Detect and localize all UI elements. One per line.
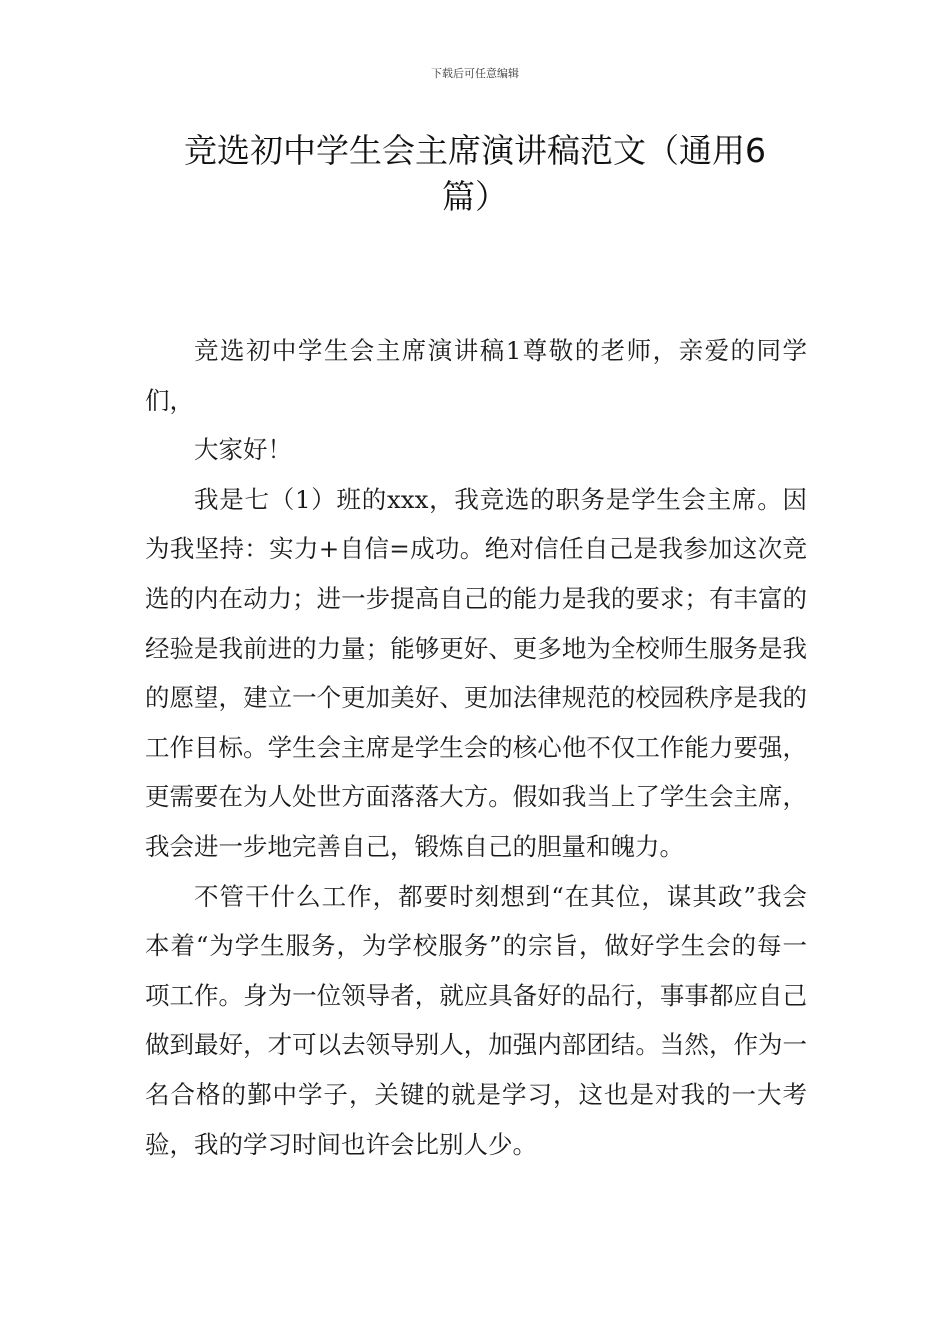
title-line-1: 竞选初中学生会主席演讲稿范文（通用6 — [184, 131, 766, 170]
paragraph-introduction: 我是七（1）班的xxx，我竞选的职务是学生会主席。因为我坚持：实力+自信=成功。绝对信任自己是我参加这次竞选的内在动力；进一步提高自己的能力是我的要求；有丰富的经验是我前进的力量；能够更好、更多地为全校师生服务是我的愿望，建立一个更加美好、更加法律规范的校园秩序是我的工作目标。学生会主席是学生会的核心他不仅工作能力要强，更需要在为人处世方面落落大方。假如我当上了学生会主席，我会进一步地完善自己，锻炼自己的胆量和魄力。 — [145, 484, 807, 861]
paragraph-greeting: 竞选初中学生会主席演讲稿1尊敬的老师，亲爱的同学们， — [145, 336, 807, 415]
title-line-2: 篇） — [442, 177, 508, 216]
paragraph-hello: 大家好！ — [194, 435, 292, 465]
document-body — [145, 326, 807, 1169]
paragraph-commitment: 不管干什么工作，都要时刻想到“在其位，谋其政”我会本着“为学生服务，为学校服务”的宗旨，做好学生会的每一项工作。身为一位领导者，就应具备好的品行，事事都应自己做到最好，才可以去领导别人，加强内部团结。当然，作为一名合格的鄞中学子，关键的就是学习，这也是对我的一大考验，我的学习时间也许会比别人少。 — [145, 881, 807, 1159]
document-title — [145, 128, 805, 220]
header-note: 下载后可任意编辑 — [431, 67, 519, 80]
